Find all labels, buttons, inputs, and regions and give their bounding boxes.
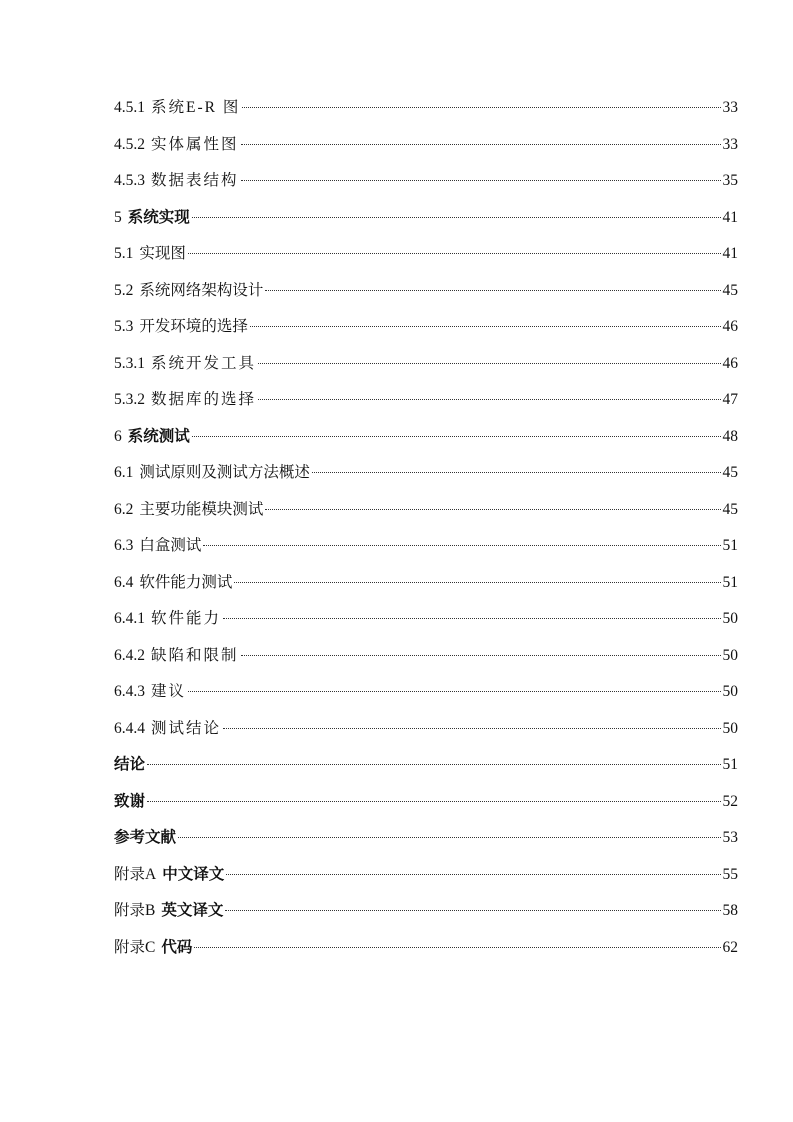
toc-entry-title: 主要功能模块测试 [139, 500, 264, 518]
toc-entry-title: 系统E-R 图 [151, 99, 241, 116]
dot-leader [265, 290, 720, 291]
toc-entry-title: 建议 [151, 683, 187, 700]
toc-entry-page: 51 [722, 573, 738, 591]
toc-entry-page: 41 [722, 208, 738, 226]
toc-entry-page: 45 [722, 281, 738, 299]
toc-entry-title: 系统测试 [127, 427, 190, 445]
toc-entry[interactable] [114, 857, 738, 894]
table-of-contents [114, 90, 738, 966]
toc-entry-number: 附录C [114, 938, 156, 956]
toc-entry-title: 参考文献 [114, 829, 177, 846]
dot-leader [223, 728, 720, 729]
toc-entry[interactable] [114, 455, 738, 492]
dot-leader [194, 947, 720, 948]
dot-leader [147, 764, 720, 765]
toc-entry[interactable] [114, 638, 738, 675]
toc-entry-page: 41 [722, 245, 738, 262]
toc-entry-number: 附录B [114, 902, 156, 919]
toc-entry-page: 45 [722, 500, 738, 518]
dot-leader [258, 363, 720, 364]
toc-entry-page: 50 [722, 646, 738, 664]
toc-entry[interactable] [114, 127, 738, 164]
toc-entry-title: 系统开发工具 [151, 354, 257, 372]
toc-entry[interactable] [114, 820, 738, 857]
toc-entry[interactable] [114, 674, 738, 711]
toc-entry-page: 51 [722, 537, 738, 554]
toc-entry-title: 白盒测试 [139, 537, 202, 554]
toc-entry-number: 4.5.3 [114, 172, 145, 189]
toc-entry-number: 6.4 [114, 573, 134, 591]
toc-entry-number: 5.2 [114, 281, 134, 299]
toc-entry-title: 结论 [114, 756, 146, 773]
toc-entry[interactable] [114, 382, 738, 419]
toc-entry-title: 系统网络架构设计 [139, 281, 264, 299]
toc-entry-number: 6.2 [114, 500, 134, 518]
toc-entry-title: 软件能力测试 [139, 573, 233, 591]
dot-leader [241, 655, 721, 656]
dot-leader [250, 326, 721, 327]
toc-entry-number: 4.5.2 [114, 135, 145, 153]
toc-entry-title: 数据库的选择 [151, 391, 257, 408]
toc-entry[interactable] [114, 419, 738, 456]
toc-entry-page: 47 [722, 391, 738, 408]
dot-leader [312, 472, 721, 473]
toc-entry-page: 52 [722, 792, 738, 810]
toc-entry[interactable] [114, 346, 738, 383]
toc-entry-title: 开发环境的选择 [139, 318, 248, 335]
toc-entry-number: 6.1 [114, 464, 134, 481]
toc-entry[interactable] [114, 930, 738, 967]
dot-leader [147, 801, 720, 802]
toc-entry-title: 致谢 [114, 792, 146, 810]
toc-entry[interactable] [114, 273, 738, 310]
toc-entry-number: 6 [114, 427, 122, 445]
toc-entry-page: 55 [722, 865, 738, 883]
toc-entry[interactable] [114, 784, 738, 821]
toc-entry[interactable] [114, 711, 738, 748]
toc-entry[interactable] [114, 747, 738, 784]
dot-leader [192, 436, 721, 437]
toc-entry[interactable] [114, 492, 738, 529]
toc-entry[interactable] [114, 601, 738, 638]
toc-entry-title: 数据表结构 [151, 172, 239, 189]
toc-entry-number: 6.4.4 [114, 719, 145, 737]
toc-entry-number: 6.3 [114, 537, 134, 554]
toc-entry[interactable] [114, 565, 738, 602]
toc-entry-number: 5.3.2 [114, 391, 145, 408]
dot-leader [234, 582, 720, 583]
toc-entry-page: 35 [722, 172, 738, 189]
dot-leader [265, 509, 720, 510]
dot-leader [225, 910, 720, 911]
toc-entry[interactable] [114, 163, 738, 200]
toc-entry-page: 48 [722, 427, 738, 445]
toc-entry[interactable] [114, 528, 738, 565]
toc-entry-number: 6.4.3 [114, 683, 145, 700]
toc-entry-page: 46 [722, 354, 738, 372]
toc-entry-title: 实现图 [139, 245, 186, 262]
dot-leader [188, 253, 721, 254]
toc-entry-page: 50 [722, 683, 738, 700]
toc-entry-page: 62 [722, 938, 738, 956]
toc-entry-page: 33 [722, 99, 738, 116]
toc-entry-number: 5.1 [114, 245, 134, 262]
toc-entry-title: 测试结论 [151, 719, 222, 737]
toc-entry[interactable] [114, 309, 738, 346]
toc-entry-page: 53 [722, 829, 738, 846]
toc-entry[interactable] [114, 236, 738, 273]
toc-entry-title: 中文译文 [162, 865, 225, 883]
toc-entry-page: 50 [722, 719, 738, 737]
dot-leader [241, 144, 721, 145]
toc-entry-title: 测试原则及测试方法概述 [139, 464, 310, 481]
dot-leader [226, 874, 720, 875]
toc-entry-number: 6.4.2 [114, 646, 145, 664]
toc-entry-page: 46 [722, 318, 738, 335]
dot-leader [203, 545, 720, 546]
dot-leader [188, 691, 720, 692]
toc-entry-number: 5.3 [114, 318, 134, 335]
toc-entry-number: 附录A [114, 865, 157, 883]
dot-leader [242, 107, 720, 108]
toc-entry-title: 软件能力 [151, 610, 222, 627]
dot-leader [192, 217, 721, 218]
dot-leader [178, 837, 720, 838]
toc-entry-number: 5 [114, 208, 122, 226]
toc-entry-page: 58 [722, 902, 738, 919]
toc-entry-number: 4.5.1 [114, 99, 145, 116]
toc-entry-title: 代码 [161, 938, 193, 956]
toc-entry-title: 英文译文 [161, 902, 224, 919]
dot-leader [241, 180, 721, 181]
dot-leader [258, 399, 720, 400]
toc-entry-page: 33 [722, 135, 738, 153]
toc-entry-number: 5.3.1 [114, 354, 145, 372]
toc-entry-page: 45 [722, 464, 738, 481]
toc-entry-page: 50 [722, 610, 738, 627]
dot-leader [223, 618, 720, 619]
toc-entry-number: 6.4.1 [114, 610, 145, 627]
toc-entry[interactable] [114, 200, 738, 237]
toc-entry[interactable] [114, 90, 738, 127]
toc-entry-title: 缺陷和限制 [151, 646, 239, 664]
toc-entry-title: 实体属性图 [151, 135, 239, 153]
toc-entry-page: 51 [722, 756, 738, 773]
toc-entry[interactable] [114, 893, 738, 930]
toc-entry-title: 系统实现 [127, 208, 190, 226]
